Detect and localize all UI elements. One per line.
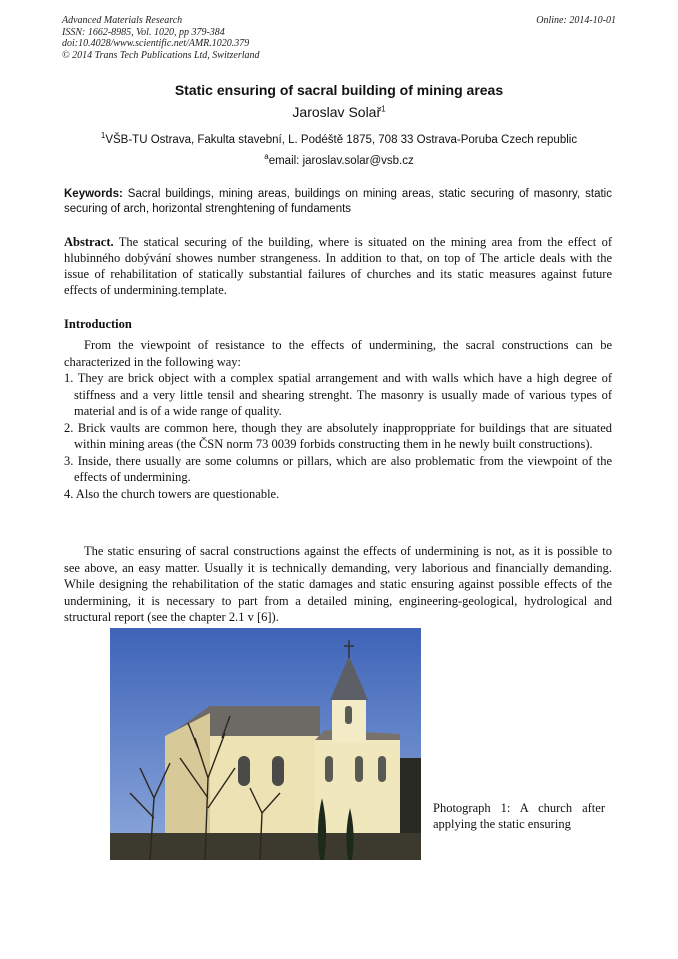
list-item: 3. Inside, there usually are some columns or pillars, which are also problematic from the viewpoint of the effects of undermining. <box>64 453 612 484</box>
keywords-block <box>64 187 612 217</box>
abstract-text: The statical securing of the building, where is situated on the mining area from the effect of hlubinného dobývání showes number strangeness. In addition to that, on top of The article deals with the issue of rehabilitation of statically substantial failures of churches and its static measures against future effects of undermining.template. <box>64 235 613 297</box>
journal-header <box>62 15 616 61</box>
characteristics-list <box>64 370 612 502</box>
journal-name: Advanced Materials Research <box>62 15 183 26</box>
email-superscript: a <box>264 152 269 161</box>
email-text: email: jaroslav.solar@vsb.cz <box>268 154 414 167</box>
affiliation-text: VŠB-TU Ostrava, Fakulta stavební, L. Podéště 1875, 708 33 Ostrava-Poruba Czech republic <box>105 133 578 146</box>
list-item: 4. Also the church towers are questionable. <box>64 486 280 501</box>
online-date: Online: 2014-10-01 <box>536 15 616 26</box>
author-line <box>0 104 678 120</box>
photo-caption: Photograph 1: A church after applying the static ensuring <box>433 801 605 831</box>
abstract-block <box>64 234 612 298</box>
list-item: 1. They are brick object with a complex spatial arrangement and with walls which have a high degree of stiffness and a very little tensil and shearing strenght. The masonry is usually made of various types of material and is of a wide range of quality. <box>64 371 612 418</box>
issn-line: ISSN: 1662-8985, Vol. 1020, pp 379-384 <box>62 26 225 38</box>
affiliation-line <box>0 131 678 146</box>
author-superscript: 1 <box>381 104 386 114</box>
church-photograph <box>110 628 421 860</box>
intro-paragraph-1: From the viewpoint of resistance to the effects of undermining, the sacral constructions can be characterized in the following way: <box>64 338 612 369</box>
abstract-label: Abstract. <box>64 235 114 249</box>
affiliation-superscript: 1 <box>100 131 106 140</box>
section-heading-introduction: Introduction <box>64 317 132 331</box>
copyright-line: © 2014 Trans Tech Publications Ltd, Switzerland <box>62 49 260 61</box>
list-item: 2. Brick vaults are common here, though they are absolutely inapproppriate for buildings that are situated within mining areas (the ČSN norm 73 0039 forbids constructing them in he newly built constructions). <box>64 420 612 451</box>
intro-paragraph-2: The static ensuring of sacral constructions against the effects of undermining is not, as it is possible to see above, an easy matter. Usually it is technically demanding, very laborious and financially demanding. While designing the rehabilitation of the static damages and static ensuring against possible effects of the undermining, it is necessary to part from a detailed mining, engineering-geological, hydrological and structural report (see the chapter 2.1 v [6]). <box>64 544 612 624</box>
author-name: Jaroslav Solař <box>292 104 382 120</box>
paper-title: Static ensuring of sacral building of mining areas <box>174 82 504 98</box>
doi-line: doi:10.4028/www.scientific.net/AMR.1020.379 <box>62 38 250 49</box>
email-line <box>0 152 678 167</box>
keywords-text: Sacral buildings, mining areas, buildings on mining areas, static securing of masonry, static securing of arch, horizontal strenghtening of fundaments <box>64 188 612 215</box>
keywords-label: Keywords: <box>64 188 123 200</box>
